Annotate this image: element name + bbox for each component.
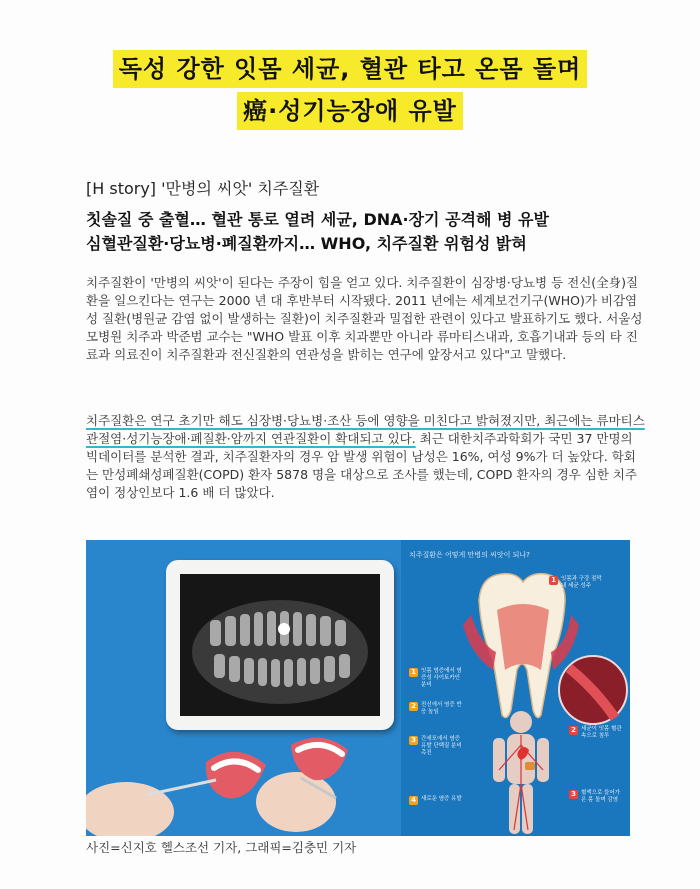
- subheadline-line-2: 심혈관질환·당뇨병·폐질환까지… WHO, 치주질환 위험성 밝혀: [86, 234, 527, 253]
- infographic-item-orange-4: 4 새로운 염증 유발: [409, 796, 469, 805]
- section-kicker: [H story] '만병의 씨앗' 치주질환: [86, 179, 320, 198]
- subheadline-line-1: 칫솔질 중 출혈… 혈관 통로 열려 세균, DNA·장기 공격해 병 유발: [86, 210, 549, 229]
- infographic-item-orange-1: 1 잇몸 염증에서 염증성 사이토카인 분비: [409, 668, 469, 689]
- infographic-item-red-2: 2 세균이 잇몸 혈관 속으로 침투: [569, 726, 629, 740]
- article-photo: [86, 540, 630, 836]
- paragraph-2-rest: 최근 대한치주과학회가 국민 37 만명의 빅데이터를 분석한 결과, 치주질환자의 경우 암 발생 위험이 남성은 16%, 여성 9%가 더 높았다. 학회는 만성폐쇄성폐질환(COPD) 환자 5878 명을 대상으로 조사를 했는데, COPD 환자의 경우 심한 치주염이 정상인보다 1.6 배 더 많았다.: [86, 431, 638, 500]
- headline-line-2: 癌·성기능장애 유발: [237, 92, 463, 130]
- infographic-item-red-1: 1 잇몸과 구강 점막 내 세균 성주: [549, 576, 609, 590]
- underlined-sentence: 치주질환은 연구 초기만 해도 심장병·당뇨병·조산 등에 영향을 미친다고 밝혀졌지만, 최근에는 류마티스관절염·성기능장애·폐질환·암까지 연관질환이 확대되고 있다.: [86, 413, 645, 446]
- infographic-item-orange-2: 2 전신에서 염증 반응 높임: [409, 702, 469, 716]
- tablet-device: [166, 560, 394, 730]
- infographic-item-orange-3: 3 간세포에서 염증 유발 단백질 분비 촉진: [409, 736, 469, 757]
- body-paragraph-1: 치주질환이 '만병의 씨앗'이 된다는 주장이 힘을 얻고 있다. 치주질환이 심장병·당뇨병 등 전신(全身)질환을 일으킨다는 연구는 2000 년 대 후반부터 시작됐다. 2011 년에는 세계보건기구(WHO)가 비감염성 질환(병원균 감염 없이 발생하는 질환)이 치주질환과 밀접한 관련이 있다고 발표하기도 했다. 서울성모병원 치주과 박준범 교수는 "WHO 발표 이후 치과뿐만 아니라 류마티스내과, 호흡기내과 등의 타 진료과 의료진이 치주질환과 전신질환의 연관성을 밝히는 연구에 앞장서고 있다"고 말했다.: [86, 275, 643, 362]
- infographic-item-red-3: 3 혈액으로 들어가 온 몸 돌며 감염: [569, 790, 629, 804]
- headline: [0, 50, 700, 134]
- photo-caption: 사진=신지호 헬스조선 기자, 그래픽=김충민 기자: [86, 840, 357, 855]
- infographic-panel: [401, 540, 630, 836]
- infographic-title: 치주질환은 어떻게 만병의 씨앗이 되나?: [409, 551, 530, 559]
- headline-line-1: 독성 강한 잇몸 세균, 혈관 타고 온몸 돌며: [113, 50, 588, 88]
- xray-graphic: [180, 574, 380, 716]
- subheadline: [86, 208, 646, 256]
- body-paragraph-2: [86, 412, 646, 502]
- dental-xray-image: [180, 574, 380, 716]
